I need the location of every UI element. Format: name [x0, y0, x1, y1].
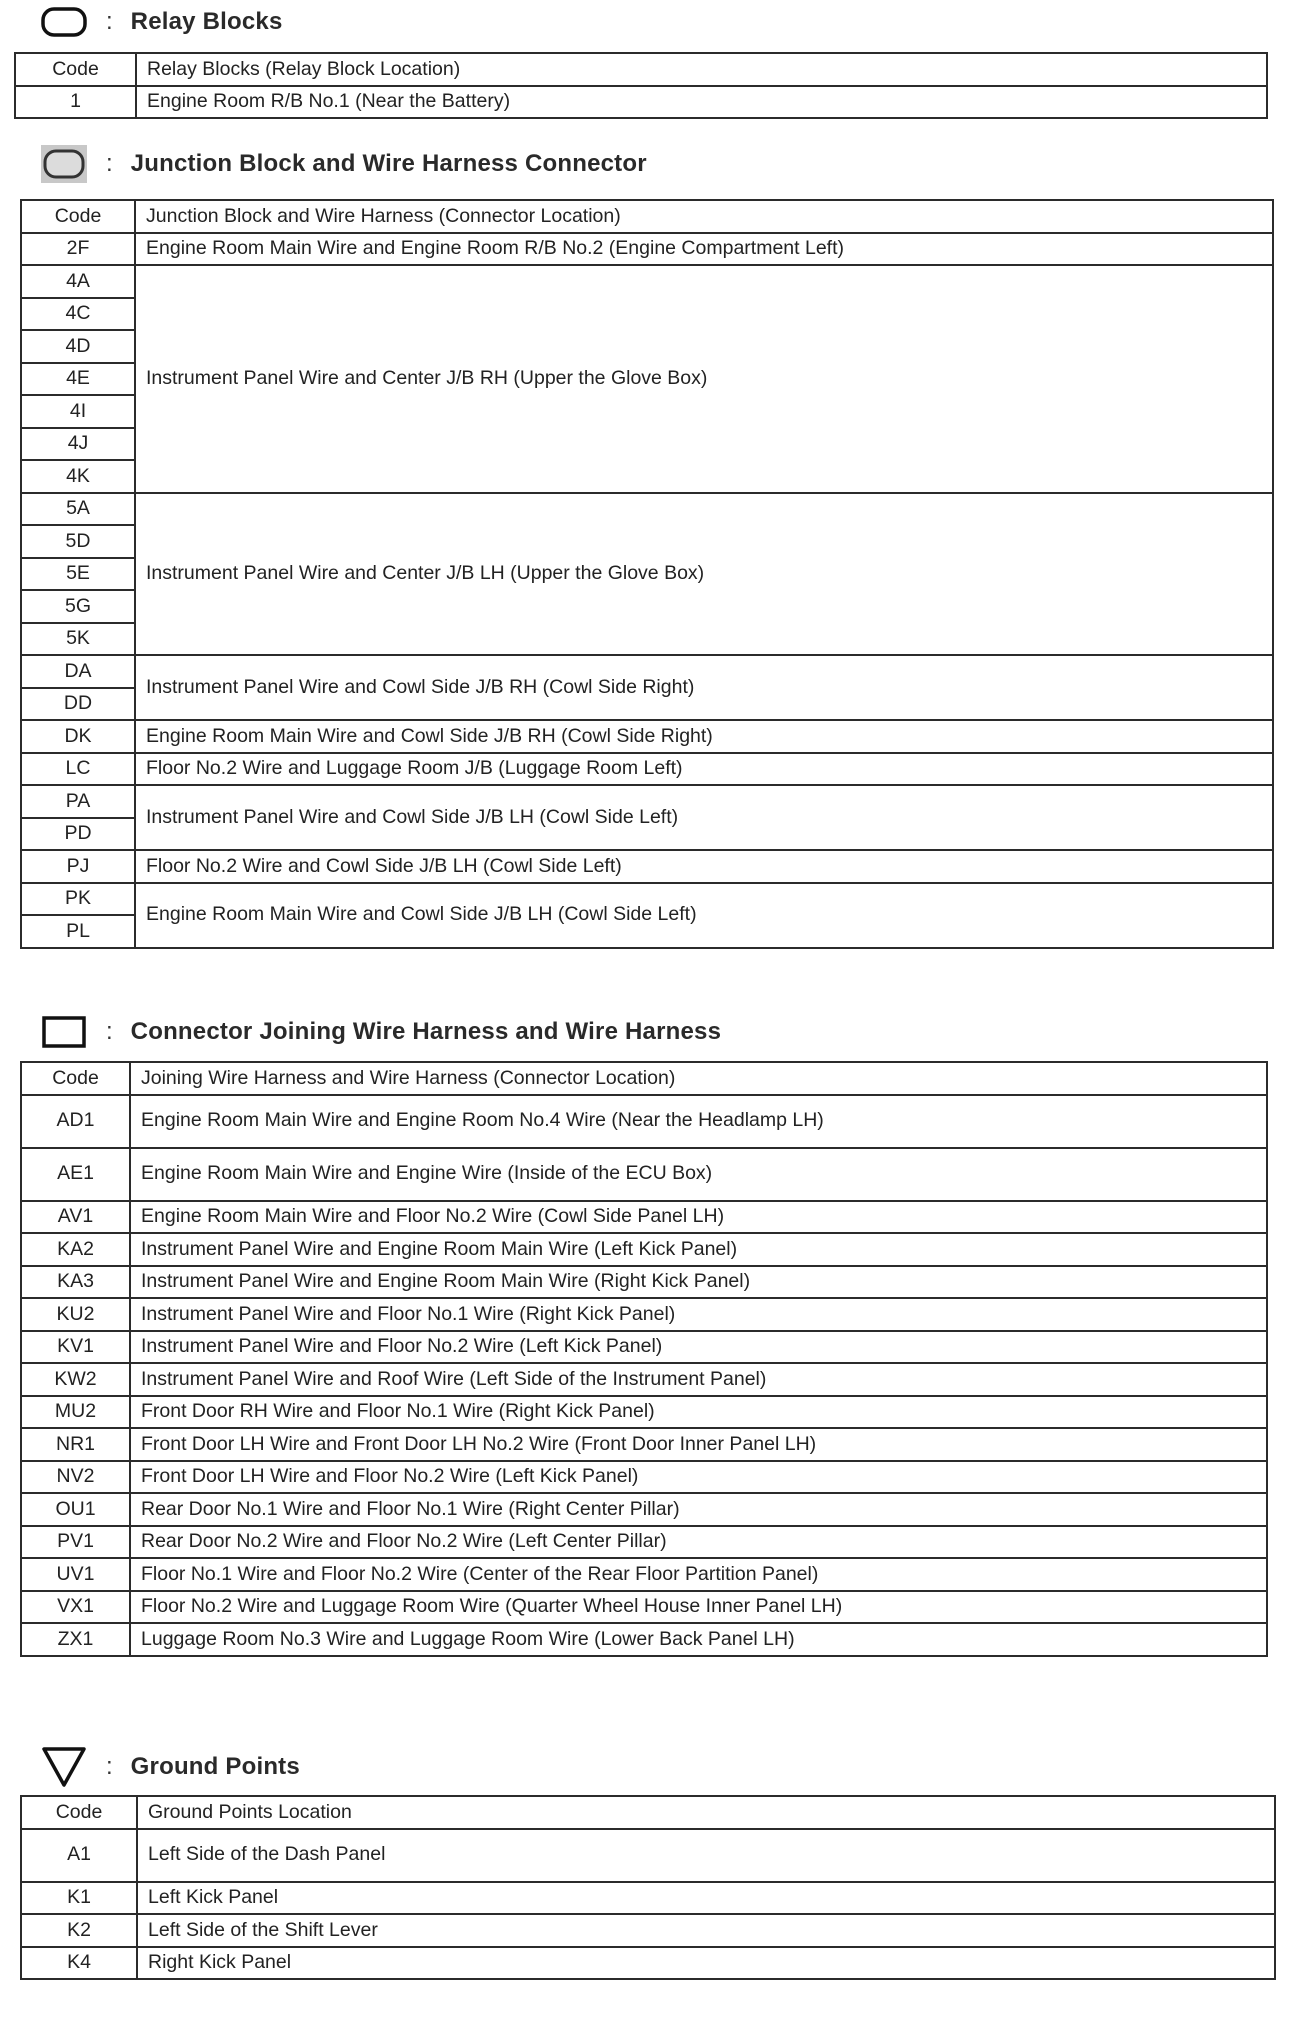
- code-cell: KV1: [21, 1331, 130, 1364]
- code-cell: LC: [21, 753, 135, 786]
- location-cell: Instrument Panel Wire and Cowl Side J/B LH (Cowl Side Left): [135, 785, 1273, 850]
- code-cell: 4E: [21, 363, 135, 396]
- table-row: [21, 1882, 1275, 1915]
- ground-points-heading: [36, 1745, 300, 1789]
- code-cell: KA3: [21, 1266, 130, 1299]
- relay-blocks-heading: [36, 0, 283, 44]
- table-row: [21, 1914, 1275, 1947]
- table-row: [21, 1148, 1267, 1201]
- square-outline-icon: [36, 1010, 92, 1054]
- code-cell: NR1: [21, 1428, 130, 1461]
- code-cell: ZX1: [21, 1623, 130, 1656]
- table-row: [21, 265, 1273, 298]
- table-row: [21, 753, 1273, 786]
- location-cell: Instrument Panel Wire and Roof Wire (Left Side of the Instrument Panel): [130, 1363, 1267, 1396]
- table-row: [21, 655, 1273, 688]
- location-cell: Engine Room Main Wire and Cowl Side J/B LH (Cowl Side Left): [135, 883, 1273, 948]
- table-header-row: [15, 53, 1267, 86]
- code-cell: A1: [21, 1829, 137, 1882]
- code-cell: AD1: [21, 1095, 130, 1148]
- table-row: [21, 883, 1273, 916]
- location-cell: Rear Door No.2 Wire and Floor No.2 Wire (Left Center Pillar): [130, 1526, 1267, 1559]
- location-cell: Engine Room Main Wire and Engine Wire (Inside of the ECU Box): [130, 1148, 1267, 1201]
- location-cell: Floor No.2 Wire and Cowl Side J/B LH (Cowl Side Left): [135, 850, 1273, 883]
- code-cell: 4A: [21, 265, 135, 298]
- code-cell: 5A: [21, 493, 135, 526]
- code-cell: DD: [21, 688, 135, 721]
- table-row: [21, 850, 1273, 883]
- heading-colon: :: [106, 150, 113, 177]
- table-row: [21, 1331, 1267, 1364]
- table-header-row: [21, 200, 1273, 233]
- code-column-header: Code: [21, 1062, 130, 1095]
- junction-block-table: [20, 199, 1274, 949]
- location-cell: Engine Room R/B No.1 (Near the Battery): [136, 86, 1267, 119]
- code-cell: KU2: [21, 1298, 130, 1331]
- table-row: [21, 1526, 1267, 1559]
- code-cell: 5E: [21, 558, 135, 591]
- code-cell: PJ: [21, 850, 135, 883]
- location-cell: Instrument Panel Wire and Center J/B RH (Upper the Glove Box): [135, 265, 1273, 493]
- code-cell: 2F: [21, 233, 135, 266]
- connector-heading: [36, 1010, 721, 1054]
- table-row: [21, 1947, 1275, 1980]
- location-cell: Front Door RH Wire and Floor No.1 Wire (Right Kick Panel): [130, 1396, 1267, 1429]
- location-column-header: Junction Block and Wire Harness (Connector Location): [135, 200, 1273, 233]
- code-cell: DA: [21, 655, 135, 688]
- code-cell: K1: [21, 1882, 137, 1915]
- code-cell: NV2: [21, 1461, 130, 1494]
- table-header-row: [21, 1062, 1267, 1095]
- section-title: Ground Points: [130, 1753, 300, 1780]
- code-cell: OU1: [21, 1493, 130, 1526]
- section-title: Relay Blocks: [130, 8, 283, 35]
- code-cell: PV1: [21, 1526, 130, 1559]
- location-cell: Instrument Panel Wire and Center J/B LH (Upper the Glove Box): [135, 493, 1273, 656]
- table-row: [21, 1591, 1267, 1624]
- table-row: [21, 1266, 1267, 1299]
- table-row: [21, 1095, 1267, 1148]
- table-row: [21, 1396, 1267, 1429]
- location-cell: Front Door LH Wire and Floor No.2 Wire (Left Kick Panel): [130, 1461, 1267, 1494]
- location-cell: Left Kick Panel: [137, 1882, 1275, 1915]
- junction-block-heading: [36, 142, 647, 186]
- code-cell: PK: [21, 883, 135, 916]
- table-row: [21, 1461, 1267, 1494]
- ground-points-table: [20, 1795, 1276, 1980]
- connector-table: [20, 1061, 1268, 1657]
- section-title: Connector Joining Wire Harness and Wire Harness: [130, 1018, 722, 1045]
- rounded-rect-outline-icon: [36, 0, 92, 44]
- code-cell: 4C: [21, 298, 135, 331]
- location-cell: Floor No.1 Wire and Floor No.2 Wire (Center of the Rear Floor Partition Panel): [130, 1558, 1267, 1591]
- location-cell: Front Door LH Wire and Front Door LH No.2 Wire (Front Door Inner Panel LH): [130, 1428, 1267, 1461]
- table-row: [21, 1363, 1267, 1396]
- location-cell: Instrument Panel Wire and Engine Room Main Wire (Left Kick Panel): [130, 1233, 1267, 1266]
- table-row: [21, 233, 1273, 266]
- table-row: [21, 785, 1273, 818]
- table-row: [21, 1201, 1267, 1234]
- table-row: [21, 1493, 1267, 1526]
- location-cell: Floor No.2 Wire and Luggage Room J/B (Luggage Room Left): [135, 753, 1273, 786]
- location-cell: Luggage Room No.3 Wire and Luggage Room Wire (Lower Back Panel LH): [130, 1623, 1267, 1656]
- table-row: [21, 1428, 1267, 1461]
- table-row: [21, 1623, 1267, 1656]
- code-cell: K4: [21, 1947, 137, 1980]
- down-triangle-icon: [36, 1745, 92, 1789]
- code-column-header: Code: [15, 53, 136, 86]
- code-cell: 5G: [21, 590, 135, 623]
- code-cell: 4J: [21, 428, 135, 461]
- code-cell: UV1: [21, 1558, 130, 1591]
- location-cell: Instrument Panel Wire and Floor No.1 Wire (Right Kick Panel): [130, 1298, 1267, 1331]
- code-cell: KA2: [21, 1233, 130, 1266]
- code-column-header: Code: [21, 200, 135, 233]
- table-row: [21, 1298, 1267, 1331]
- table-header-row: [21, 1796, 1275, 1829]
- shaded-rounded-rect-icon: [36, 142, 92, 186]
- location-cell: Engine Room Main Wire and Floor No.2 Wire (Cowl Side Panel LH): [130, 1201, 1267, 1234]
- code-column-header: Code: [21, 1796, 137, 1829]
- location-column-header: Relay Blocks (Relay Block Location): [136, 53, 1267, 86]
- location-cell: Instrument Panel Wire and Cowl Side J/B RH (Cowl Side Right): [135, 655, 1273, 720]
- code-cell: PD: [21, 818, 135, 851]
- location-cell: Floor No.2 Wire and Luggage Room Wire (Quarter Wheel House Inner Panel LH): [130, 1591, 1267, 1624]
- table-row: [21, 720, 1273, 753]
- code-cell: 1: [15, 86, 136, 119]
- code-cell: PA: [21, 785, 135, 818]
- location-cell: Rear Door No.1 Wire and Floor No.1 Wire (Right Center Pillar): [130, 1493, 1267, 1526]
- code-cell: 4K: [21, 460, 135, 493]
- heading-colon: :: [106, 1018, 113, 1045]
- code-cell: AV1: [21, 1201, 130, 1234]
- location-cell: Left Side of the Dash Panel: [137, 1829, 1275, 1882]
- section-title: Junction Block and Wire Harness Connector: [130, 150, 647, 177]
- location-cell: Instrument Panel Wire and Engine Room Main Wire (Right Kick Panel): [130, 1266, 1267, 1299]
- code-cell: 4I: [21, 395, 135, 428]
- code-cell: MU2: [21, 1396, 130, 1429]
- heading-colon: :: [106, 1753, 113, 1780]
- code-cell: VX1: [21, 1591, 130, 1624]
- table-row: [21, 1558, 1267, 1591]
- location-cell: Engine Room Main Wire and Engine Room R/B No.2 (Engine Compartment Left): [135, 233, 1273, 266]
- location-cell: Engine Room Main Wire and Cowl Side J/B RH (Cowl Side Right): [135, 720, 1273, 753]
- location-column-header: Ground Points Location: [137, 1796, 1275, 1829]
- code-cell: 5K: [21, 623, 135, 656]
- location-cell: Right Kick Panel: [137, 1947, 1275, 1980]
- location-cell: Left Side of the Shift Lever: [137, 1914, 1275, 1947]
- table-row: [21, 493, 1273, 526]
- table-row: [15, 86, 1267, 119]
- code-cell: K2: [21, 1914, 137, 1947]
- code-cell: 4D: [21, 330, 135, 363]
- code-cell: DK: [21, 720, 135, 753]
- location-cell: Instrument Panel Wire and Floor No.2 Wire (Left Kick Panel): [130, 1331, 1267, 1364]
- table-row: [21, 1233, 1267, 1266]
- heading-colon: :: [106, 8, 113, 35]
- code-cell: KW2: [21, 1363, 130, 1396]
- code-cell: 5D: [21, 525, 135, 558]
- relay-blocks-table: [14, 52, 1268, 119]
- location-column-header: Joining Wire Harness and Wire Harness (Connector Location): [130, 1062, 1267, 1095]
- code-cell: AE1: [21, 1148, 130, 1201]
- code-cell: PL: [21, 915, 135, 948]
- table-row: [21, 1829, 1275, 1882]
- location-cell: Engine Room Main Wire and Engine Room No.4 Wire (Near the Headlamp LH): [130, 1095, 1267, 1148]
